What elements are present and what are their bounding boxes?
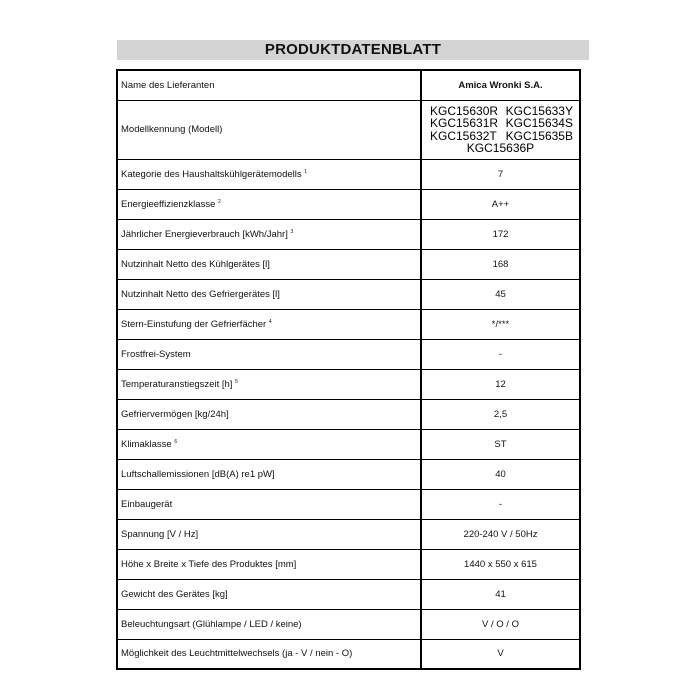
row-label: Spannung [V / Hz] xyxy=(121,528,199,540)
row-label: Temperaturanstiegszeit [h] xyxy=(121,378,233,390)
row-value: 220-240 V / 50Hz xyxy=(421,519,580,549)
row-label: Beleuchtungsart (Glühlampe / LED / keine) xyxy=(121,618,302,630)
table-row xyxy=(117,369,580,399)
row-label: Jährlicher Energieverbrauch [kWh/Jahr] xyxy=(121,228,288,240)
table-row xyxy=(117,219,580,249)
row-label: Nutzinhalt Netto des Kühlgerätes [l] xyxy=(121,258,270,270)
row-value: 168 xyxy=(421,249,580,279)
row-value: 40 xyxy=(421,459,580,489)
table-row xyxy=(117,399,580,429)
row-label: Energieeffizienzklasse xyxy=(121,198,216,210)
model-code: KGC15636P xyxy=(466,141,535,155)
table-row-model xyxy=(117,100,580,159)
row-value: 41 xyxy=(421,579,580,609)
row-value: 2,5 xyxy=(421,399,580,429)
row-label: Nutzinhalt Netto des Gefriergerätes [l] xyxy=(121,288,280,300)
row-label-cell xyxy=(117,579,421,609)
model-code: KGC15631R xyxy=(430,116,499,130)
row-label-cell xyxy=(117,339,421,369)
model-code: KGC15634S xyxy=(505,116,573,130)
row-value: */*** xyxy=(421,309,580,339)
row-label-cell xyxy=(117,279,421,309)
row-value: 172 xyxy=(421,219,580,249)
model-code: KGC15633Y xyxy=(505,103,573,118)
row-value: A++ xyxy=(421,189,580,219)
row-label: Höhe x Breite x Tiefe des Produktes [mm] xyxy=(121,558,297,570)
row-value: - xyxy=(421,339,580,369)
row-value: V / O / O xyxy=(421,609,580,639)
footnote-marker: 3 xyxy=(290,228,294,235)
row-value: 7 xyxy=(421,159,580,189)
row-label-cell xyxy=(117,549,421,579)
footnote-marker: 6 xyxy=(174,438,178,445)
table-row xyxy=(117,579,580,609)
row-value: 1440 x 550 x 615 xyxy=(421,549,580,579)
row-label: Einbaugerät xyxy=(121,498,173,510)
table-row xyxy=(117,249,580,279)
row-value: ST xyxy=(421,429,580,459)
footnote-marker: 5 xyxy=(235,378,238,385)
table-row xyxy=(117,309,580,339)
model-codes xyxy=(422,105,579,155)
table-row xyxy=(117,279,580,309)
footnote-marker: 1 xyxy=(304,168,308,175)
model-code: KGC15632T xyxy=(430,128,497,143)
row-label: Stern-Einstufung der Gefrierfächer xyxy=(121,318,267,330)
product-data-table xyxy=(116,69,581,670)
table-row xyxy=(117,519,580,549)
model-code: KGC15630R xyxy=(430,103,499,118)
row-label-cell xyxy=(117,159,421,189)
page-title: PRODUKTDATENBLATT xyxy=(264,41,442,58)
row-label-cell xyxy=(117,249,421,279)
table-row xyxy=(117,609,580,639)
model-codes-cell xyxy=(421,100,580,159)
row-label: Gefriervermögen [kg/24h] xyxy=(121,408,229,420)
row-label-cell xyxy=(117,219,421,249)
row-label-cell xyxy=(117,519,421,549)
row-label: Luftschallemissionen [dB(A) re1 pW] xyxy=(121,468,275,480)
row-label-cell xyxy=(117,459,421,489)
row-value: - xyxy=(421,489,580,519)
row-label: Möglichkeit des Leuchtmittelwechsels (ja - V / nein - O) xyxy=(121,648,353,660)
row-label: Modellkennung (Modell) xyxy=(117,100,421,159)
row-label: Kategorie des Haushaltskühlgerätemodells xyxy=(121,168,302,180)
table-row xyxy=(117,549,580,579)
table-row xyxy=(117,459,580,489)
row-label-cell xyxy=(117,369,421,399)
table-row xyxy=(117,339,580,369)
supplier-value: Amica Wronki S.A. xyxy=(421,70,580,100)
row-value: 45 xyxy=(421,279,580,309)
row-label-cell xyxy=(117,639,421,669)
model-code: KGC15635B xyxy=(505,128,573,143)
row-value: V xyxy=(421,639,580,669)
row-label-cell xyxy=(117,489,421,519)
row-label: Name des Lieferanten xyxy=(117,70,421,100)
title-bar xyxy=(117,40,589,60)
row-value: 12 xyxy=(421,369,580,399)
row-label-cell xyxy=(117,189,421,219)
footnote-marker: 2 xyxy=(218,198,221,205)
row-label-cell xyxy=(117,609,421,639)
row-label-cell xyxy=(117,429,421,459)
footnote-marker: 4 xyxy=(268,318,272,325)
row-label: Klimaklasse xyxy=(121,438,172,450)
row-label-cell xyxy=(117,309,421,339)
table-row xyxy=(117,429,580,459)
row-label: Gewicht des Gerätes [kg] xyxy=(121,588,228,600)
table-row xyxy=(117,159,580,189)
table-row xyxy=(117,639,580,669)
table-row xyxy=(117,489,580,519)
table-row xyxy=(117,189,580,219)
row-label-cell xyxy=(117,399,421,429)
table-row-supplier xyxy=(117,70,580,100)
row-label: Frostfrei-System xyxy=(121,348,191,360)
